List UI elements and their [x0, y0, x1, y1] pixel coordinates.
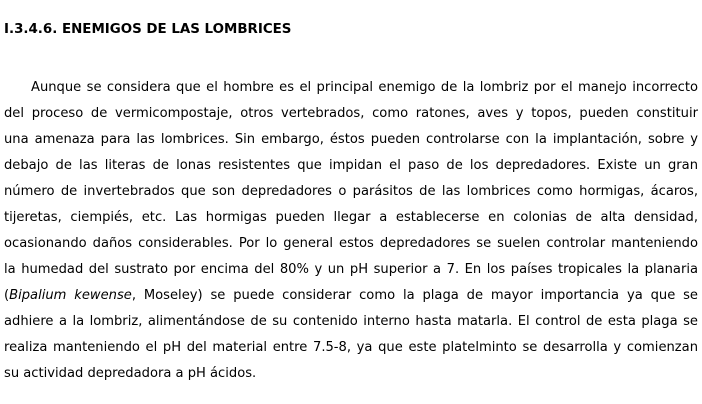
paragraph-line-5: número de invertebrados que son depredadores o parásitos de las lombrices como hormigas, ácaros, [4, 184, 698, 199]
paragraph-line-12: su actividad depredadora a pH ácidos. [4, 366, 257, 381]
paragraph-line-8: la humedad del sustrato por encima del 80% y un pH superior a 7. En los países tropicales la planaria [4, 262, 698, 277]
section-heading: I.3.4.6. ENEMIGOS DE LAS LOMBRICES [4, 22, 292, 37]
open-paren: ( [4, 288, 10, 303]
paragraph-line-1: Aunque se considera que el hombre es el principal enemigo de la lombriz por el manejo incorrecto [31, 80, 698, 95]
paragraph-line-7: ocasionando daños considerables. Por lo general estos depredadores se suelen controlar manteniendo [4, 236, 698, 251]
paragraph-line-9 [4, 288, 698, 304]
paragraph-line-10: adhiere a la lombriz, alimentándose de su contenido interno hasta matarla. El control de esta plaga se [4, 314, 698, 329]
paragraph-line-6: tijeretas, ciempiés, etc. Las hormigas pueden llegar a establecerse en colonias de alta densidad, [4, 210, 698, 225]
paragraph-line-11: realiza manteniendo el pH del material entre 7.5-8, ya que este platelminto se desarrolla y comienzan [4, 340, 698, 355]
paragraph-line-2: del proceso de vermicompostaje, otros vertebrados, como ratones, aves y topos, pueden constituir [4, 106, 698, 121]
paragraph-line-4: debajo de las literas de lonas resistentes que impidan el paso de los depredadores. Existe un gran [4, 158, 698, 173]
species-name: Bipalium kewense [9, 288, 132, 303]
line-9-rest: , Moseley) se puede considerar como la plaga de mayor importancia ya que se [131, 288, 698, 303]
paragraph-line-3: una amenaza para las lombrices. Sin embargo, éstos pueden controlarse con la implantación, sobre y [4, 132, 698, 147]
